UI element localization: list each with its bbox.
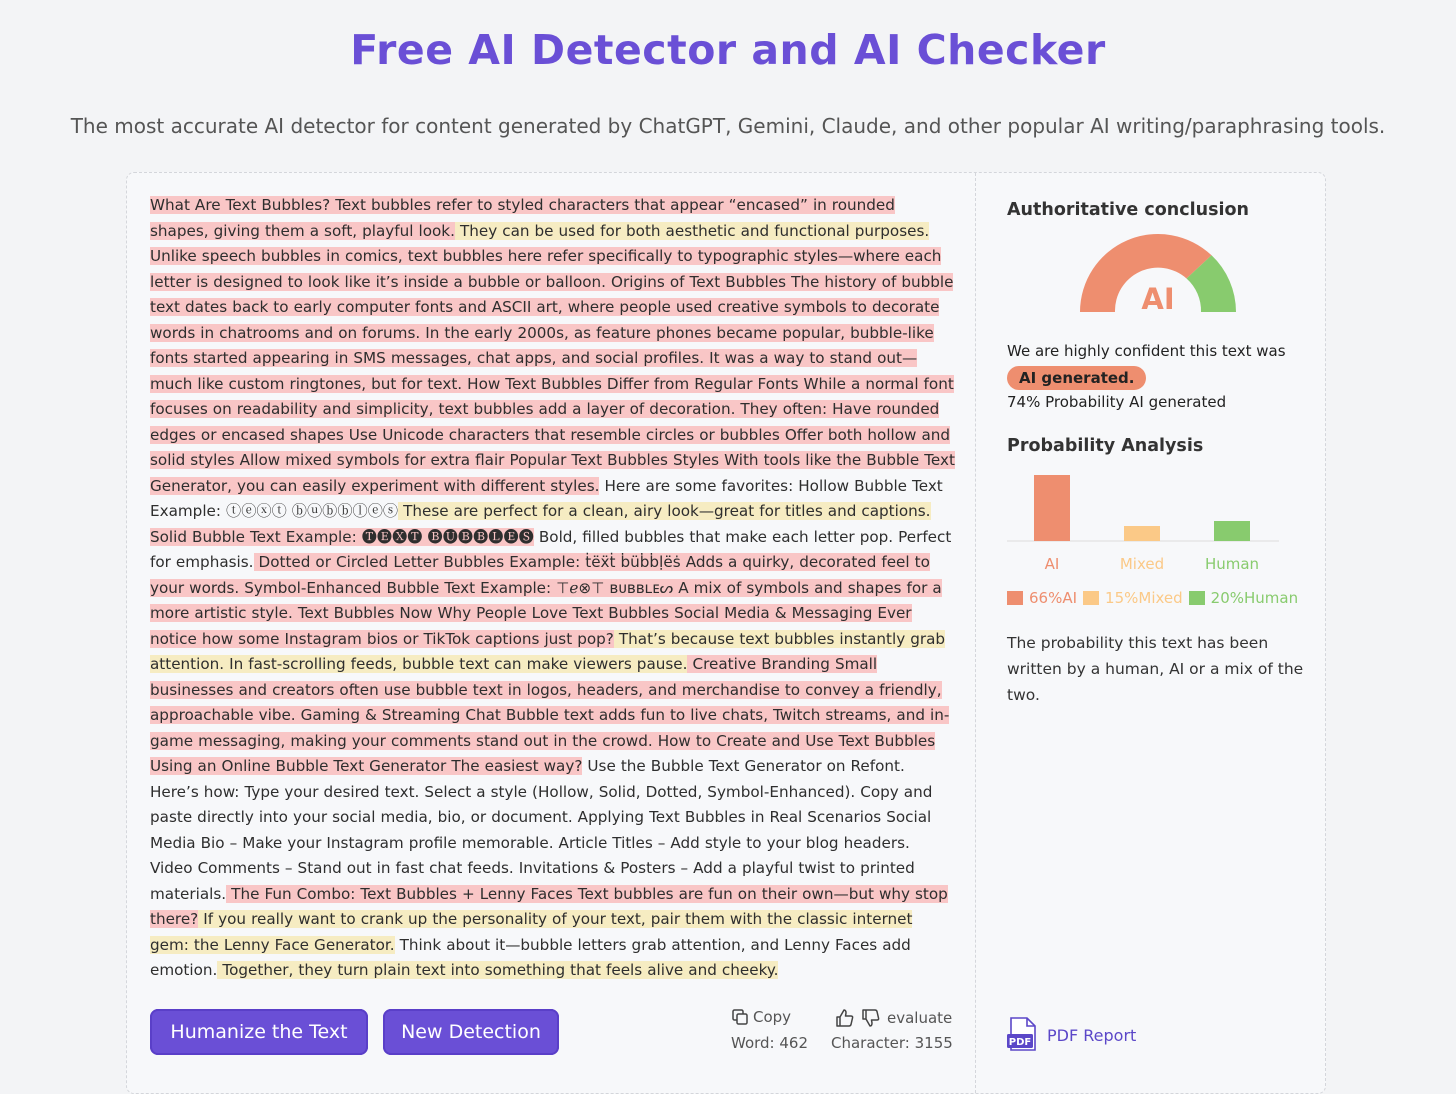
- text-segment-human: Think about it—bubble letters grab attention, and Lenny Faces add emotion.: [150, 935, 911, 979]
- legend-item-human: [1189, 589, 1298, 607]
- text-segment-ai: The Fun Combo: Text Bubbles + Lenny Faces Text bubbles are fun on their own—but why stop there?: [150, 884, 948, 928]
- tick-label-ai: AI: [1044, 555, 1060, 573]
- pdf-report-link[interactable]: [1007, 1017, 1136, 1053]
- page-subtitle: The most accurate AI detector for content generated by ChatGPT, Gemini, Claude, and other popular AI writing/paraphrasing tools.: [70, 114, 1386, 138]
- text-segment-mixed: They can be used for both aesthetic and functional purposes.: [454, 221, 930, 240]
- text-segment-mixed: These are perfect for a clean, airy look—great for titles and captions.: [398, 502, 931, 520]
- character-count: Character: 3155: [831, 1034, 953, 1052]
- analysis-heading: Probability Analysis: [1007, 436, 1204, 456]
- bar-ai: [1034, 475, 1070, 541]
- copy-label: Copy: [753, 1008, 792, 1026]
- tick-label-mixed: Mixed: [1119, 555, 1165, 573]
- copy-icon: [731, 1008, 749, 1026]
- pdf-report-label: PDF Report: [1047, 1025, 1137, 1045]
- legend-item-ai: [1007, 589, 1077, 607]
- text-segment-ai: Dotted or Circled Letter Bubbles Example: ṫëẍṫ ḃüḃḃḷëṡ Adds a quirky, decorated feel to your words. Symbol-Enhanced Bubble Text Example: ⊤ℯ⊗⊤ ʙᴜʙʙʟᴇᔕ A mix of symbols and shapes for a more artistic style. Text Bubbles Now Why People Love Text Bubbles Social Media & Messaging Ever notice how some Instagram bios or TikTok captions just pop?: [150, 553, 942, 648]
- ai-gauge: [1078, 232, 1238, 314]
- text-segment-mixed: Together, they turn plain text into something that feels alive and cheeky.: [217, 961, 779, 979]
- probability-bar-chart: [1007, 466, 1307, 586]
- copy-button[interactable]: [731, 1008, 791, 1026]
- humanize-button[interactable]: Humanize the Text: [150, 1009, 368, 1055]
- pdf-icon: [1007, 1017, 1041, 1053]
- thumbs-up-icon[interactable]: [835, 1008, 855, 1028]
- tick-label-human: Human: [1204, 555, 1260, 573]
- text-segment-mixed: That’s because text bubbles instantly grab attention. In fast-scrolling feeds, bubble text can make viewers pause.: [150, 629, 946, 673]
- legend-label-mixed: 15%Mixed: [1105, 589, 1183, 607]
- text-segment-ai: Solid Bubble Text Example: 🅣🅔🅧🅣 🅑🅤🅑🅑🅛🅔🅢: [150, 527, 534, 546]
- evaluate-label: evaluate: [887, 1009, 953, 1027]
- word-count: Word: 462: [731, 1034, 809, 1052]
- legend-label-human: 20%Human: [1210, 589, 1299, 607]
- bar-mixed: [1124, 526, 1160, 541]
- text-segment-human: Here are some favorites: Hollow Bubble Text Example: ⓣⓔⓧⓣ ⓑⓤⓑⓑⓛⓔⓢ: [150, 476, 943, 520]
- confidence-text: We are highly confident this text was: [1007, 342, 1286, 360]
- text-segment-human: Bold, filled bubbles that make each letter pop. Perfect for emphasis.: [150, 527, 952, 571]
- conclusion-heading: Authoritative conclusion: [1007, 200, 1249, 220]
- evaluate-group: [835, 1008, 952, 1028]
- new-detection-button[interactable]: New Detection: [383, 1009, 559, 1055]
- thumbs-down-icon[interactable]: [861, 1008, 881, 1028]
- text-segment-mixed: If you really want to crank up the personality of your text, pair them with the classic internet gem: the Lenny Face Generator.: [150, 910, 913, 954]
- legend-label-ai: 66%AI: [1029, 589, 1078, 607]
- probability-text: 74% Probability AI generated: [1007, 393, 1227, 411]
- analyzed-text[interactable]: [150, 193, 956, 984]
- svg-text:PDF: PDF: [1008, 1037, 1032, 1048]
- legend-swatch-mixed: [1083, 591, 1099, 605]
- probability-description: The probability this text has been written by a human, AI or a mix of the two.: [1007, 634, 1304, 704]
- legend-swatch-human: [1189, 591, 1205, 605]
- bar-human: [1214, 521, 1250, 541]
- chart-legend: [1007, 589, 1304, 607]
- text-segment-ai: Creative Branding Small businesses and creators often use bubble text in logos, headers, and merchandise to convey a friendly, approachable vibe. Gaming & Streaming Chat Bubble text adds fun to live chats, Twitch streams, and in-game messaging, making your comments stand out in the crowd. How to Create and Use Text Bubbles Using an Online Bubble Text Generator The easiest way?: [150, 655, 950, 775]
- ai-generated-badge: AI generated.: [1007, 366, 1146, 390]
- text-segment-ai: What Are Text Bubbles? Text bubbles refer to styled characters that appear “encased” in rounded shapes, giving them a soft, playful look.: [150, 196, 895, 240]
- page-title: Free AI Detector and AI Checker: [350, 26, 1106, 74]
- legend-swatch-ai: [1007, 591, 1023, 605]
- legend-item-mixed: [1083, 589, 1183, 607]
- card-divider: [975, 173, 976, 1093]
- text-segment-human: Use the Bubble Text Generator on Refont. Here’s how: Type your desired text. Select a style (Hollow, Solid, Dotted, Symbol-Enhanced). Copy and paste directly into your social media, bio, or document. Applying Text Bubbles in Real Scenarios Social Media Bio – Make your Instagram profile memorable. Article Titles – Add style to your blog headers. Video Comments – Stand out in fast chat feeds. Invitations & Posters – Add a playful twist to printed materials.: [150, 757, 933, 903]
- text-segment-ai: Unlike speech bubbles in comics, text bubbles here refer specifically to typographic styles—where each letter is designed to look like it’s inside a bubble or balloon. Origins of Text Bubbles The history of bubble text dates back to early computer fonts and ASCII art, where people used creative symbols to decorate words in chatrooms and on forums. In the early 2000s, as feature phones became popular, bubble-like fonts started appearing in SMS messages, chat apps, and social profiles. It was a way to stand out—much like custom ringtones, but for text. How Text Bubbles Differ from Regular Fonts While a normal font focuses on readability and simplicity, text bubbles add a layer of decoration. They often: Have rounded edges or encased shapes Use Unicode characters that resemble circles or bubbles Offer both hollow and solid styles Allow mixed symbols for extra flair Popular Text Bubbles Styles With tools like the Bubble Text Generator, you can easily experiment with different styles.: [150, 247, 955, 495]
- gauge-label: AI: [1141, 282, 1175, 314]
